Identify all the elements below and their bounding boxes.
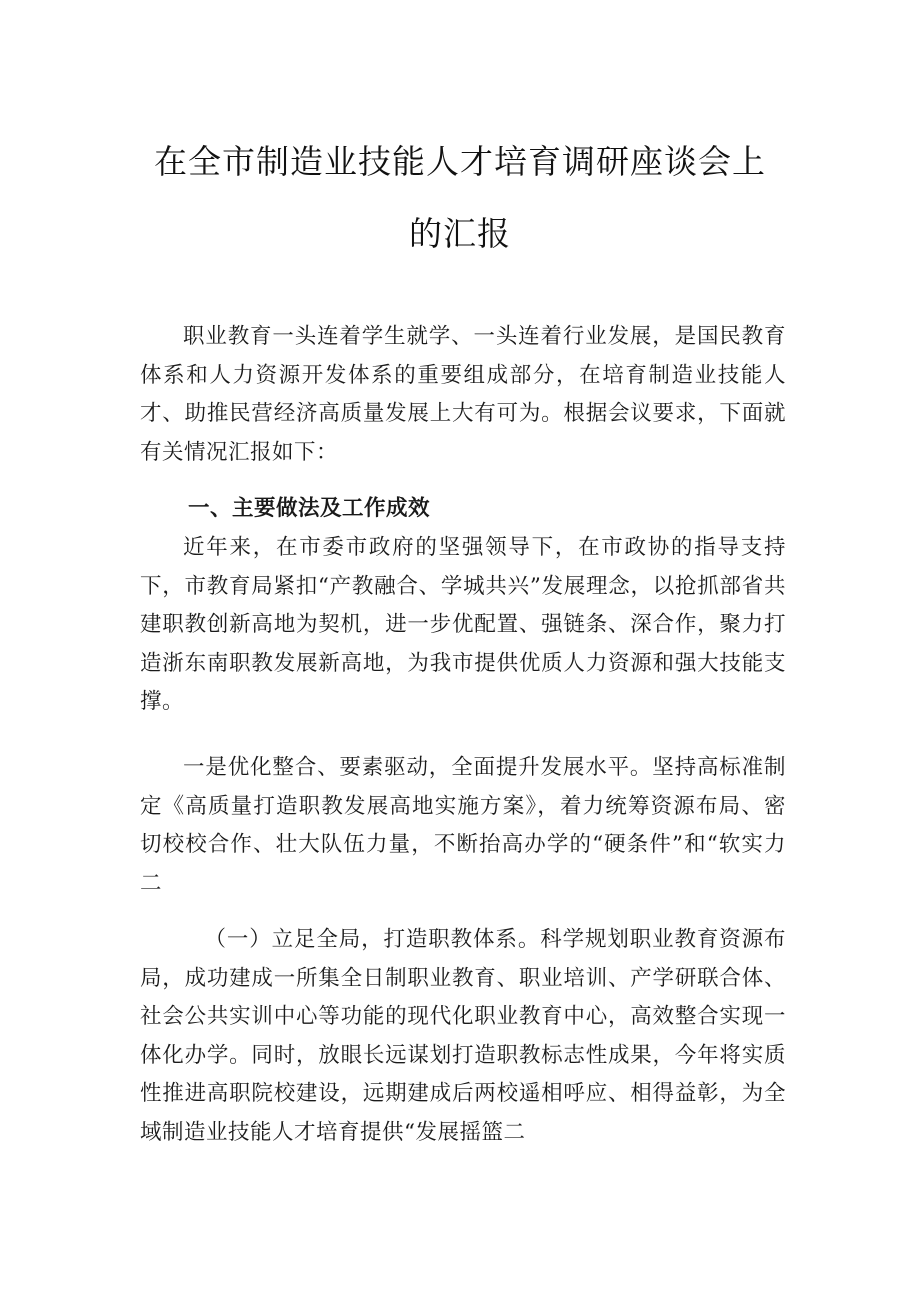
- paragraph-3: 一是优化整合、要素驱动，全面提升发展水平。坚持高标准制定《高质量打造职教发展高地实施方案》，着力统筹资源布局、密切校校合作、壮大队伍力量，不断抬高办学的“硬条件”和“软实力二: [140, 755, 786, 896]
- paragraph-intro: 职业教育一头连着学生就学、一头连着行业发展，是国民教育体系和人力资源开发体系的重要组成部分，在培育制造业技能人才、助推民营经济高质量发展上大有可为。根据会议要求，下面就有关情况汇报如下：: [140, 324, 786, 465]
- paragraph-2: 近年来，在市委市政府的坚强领导下，在市政协的指导支持下，市教育局紧扣“产教融合、学城共兴”发展理念，以抢抓部省共建职教创新高地为契机，进一步优配置、强链条、深合作，聚力打造浙东南职教发展新高地，为我市提供优质人力资源和强大技能支撑。: [140, 535, 786, 714]
- paragraph-4: （一）立足全局，打造职教体系。科学规划职业教育资源布局，成功建成一所集全日制职业教育、职业培训、产学研联合体、社会公共实训中心等功能的现代化职业教育中心，高效整合实现一体化办学。同时，放眼长远谋划打造职教标志性成果，今年将实质性推进高职院校建设，远期建成后两校遥相呼应、相得益彰，为全域制造业技能人才培育提供“发展摇篮二: [140, 927, 786, 1145]
- document-title-line-2: 的汇报: [409, 214, 511, 253]
- section-heading-1: 一、主要做法及工作成效: [188, 496, 431, 521]
- document-title-line-1: 在全市制造业技能人才培育调研座谈会上: [154, 142, 766, 181]
